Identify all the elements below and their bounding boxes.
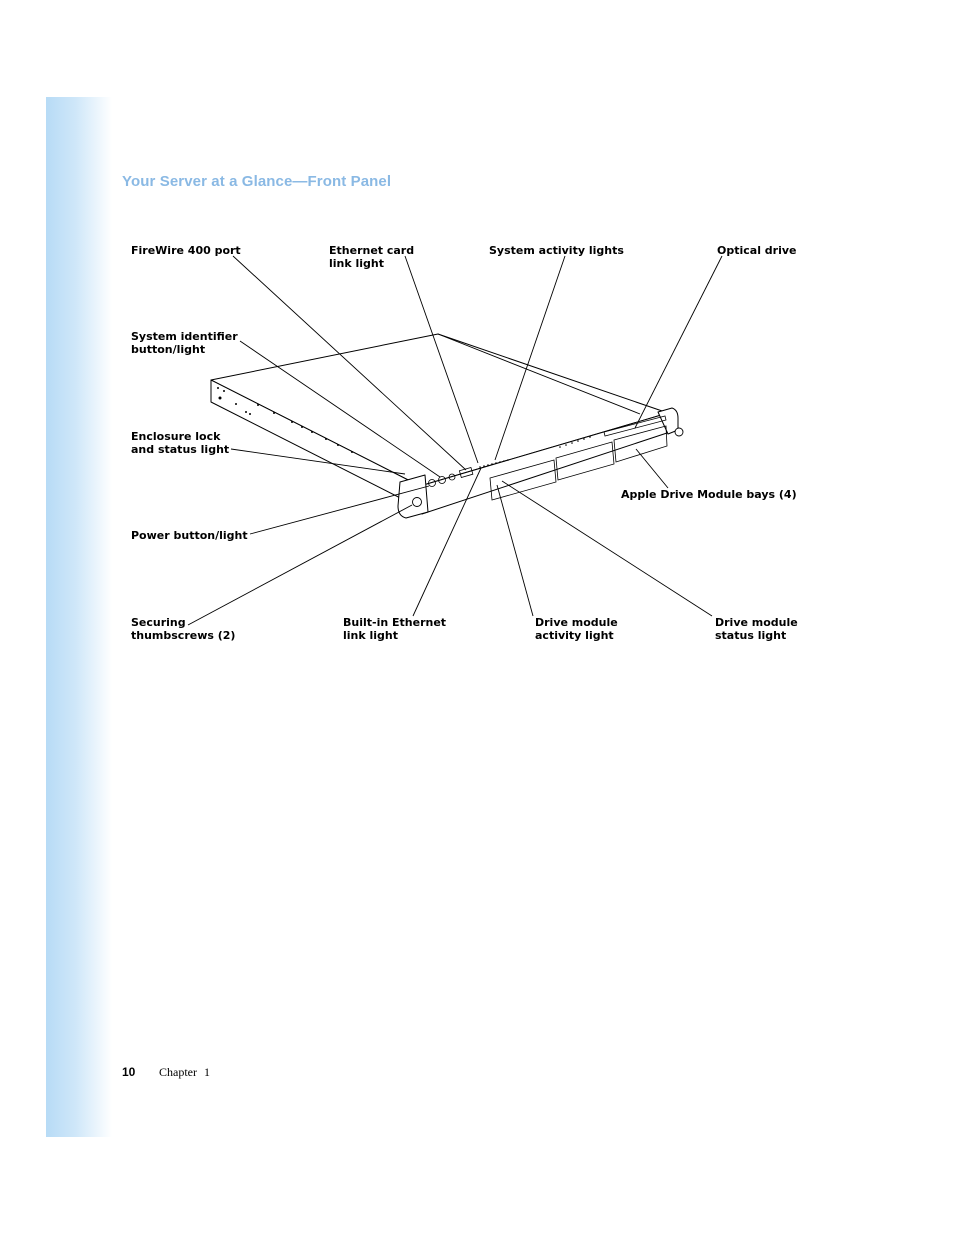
chapter-label-text: Chapter	[159, 1065, 197, 1079]
leader-drive-status	[502, 481, 712, 616]
callout-line: link light	[329, 257, 385, 270]
callout-line: Optical drive	[717, 244, 797, 257]
chapter-number: 1	[204, 1065, 210, 1079]
callout-line: System identifier	[131, 330, 238, 343]
callout-line: and status light	[131, 443, 230, 456]
left-thumbscrew	[413, 498, 422, 507]
callout-line: Power button/light	[131, 529, 248, 542]
leader-drive-activity	[497, 485, 533, 616]
callout-line: Securing	[131, 616, 186, 629]
callout-line: activity light	[535, 629, 614, 642]
callout-line: status light	[715, 629, 787, 642]
callout-line: Apple Drive Module bays (4)	[621, 488, 797, 501]
server-chassis	[211, 334, 678, 518]
leader-optical-drive	[635, 256, 722, 428]
callout-line: Ethernet card	[329, 244, 415, 257]
callout-line: Built-in Ethernet	[343, 616, 447, 629]
callout-line: FireWire 400 port	[131, 244, 241, 257]
chapter-label	[159, 1065, 210, 1080]
page-number: 10	[122, 1065, 136, 1079]
callout-line: System activity lights	[489, 244, 624, 257]
right-thumbscrew	[675, 428, 683, 436]
leader-thumbscrews	[188, 505, 412, 625]
leader-drive-bays	[636, 449, 668, 488]
callout-line: Drive module	[535, 616, 618, 629]
left-handle	[398, 475, 428, 518]
server-top-cover	[211, 334, 668, 486]
callout-line: Drive module	[715, 616, 798, 629]
callout-line: Enclosure lock	[131, 430, 221, 443]
callout-line: button/light	[131, 343, 206, 356]
callout-line: thumbscrews (2)	[131, 629, 236, 642]
callout-line: link light	[343, 629, 399, 642]
page-title: Your Server at a Glance—Front Panel	[122, 173, 392, 190]
